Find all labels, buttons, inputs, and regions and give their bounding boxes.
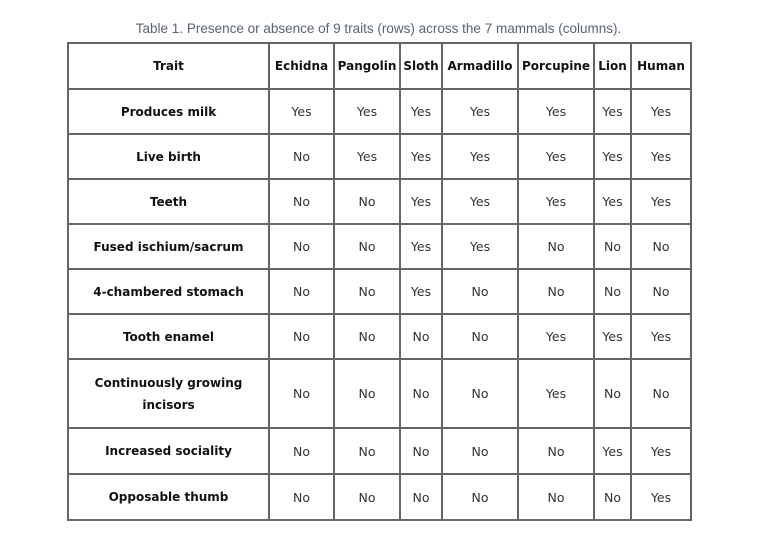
value-cell: No — [334, 179, 400, 224]
value-cell: No — [269, 359, 334, 428]
value-cell: Yes — [594, 179, 631, 224]
value-cell: Yes — [518, 89, 594, 134]
value-cell: No — [334, 474, 400, 520]
value-cell: Yes — [442, 224, 518, 269]
value-cell: No — [518, 474, 594, 520]
trait-cell: Fused ischium/sacrum — [68, 224, 269, 269]
column-header-trait: Trait — [68, 43, 269, 89]
value-cell: No — [631, 359, 691, 428]
value-cell: Yes — [631, 179, 691, 224]
value-cell: Yes — [400, 134, 442, 179]
column-header-pangolin: Pangolin — [334, 43, 400, 89]
value-cell: No — [334, 269, 400, 314]
value-cell: No — [400, 314, 442, 359]
value-cell: No — [269, 314, 334, 359]
value-cell: Yes — [518, 314, 594, 359]
table-row — [68, 359, 691, 428]
column-header-human: Human — [631, 43, 691, 89]
value-cell: No — [269, 428, 334, 474]
value-cell: Yes — [400, 89, 442, 134]
value-cell: Yes — [442, 134, 518, 179]
value-cell: Yes — [594, 428, 631, 474]
value-cell: No — [269, 224, 334, 269]
trait-cell: Produces milk — [68, 89, 269, 134]
value-cell: Yes — [334, 134, 400, 179]
trait-cell: 4-chambered stomach — [68, 269, 269, 314]
value-cell: Yes — [631, 428, 691, 474]
value-cell: Yes — [400, 179, 442, 224]
value-cell: Yes — [400, 224, 442, 269]
value-cell: No — [400, 428, 442, 474]
value-cell: No — [334, 314, 400, 359]
value-cell: No — [631, 224, 691, 269]
table-row — [68, 89, 691, 134]
column-header-lion: Lion — [594, 43, 631, 89]
value-cell: Yes — [269, 89, 334, 134]
value-cell: Yes — [594, 89, 631, 134]
value-cell: Yes — [400, 269, 442, 314]
value-cell: No — [594, 359, 631, 428]
value-cell: Yes — [518, 134, 594, 179]
trait-cell: Continuously growing incisors — [68, 359, 269, 428]
table-row — [68, 224, 691, 269]
table-row — [68, 134, 691, 179]
table-row — [68, 474, 691, 520]
value-cell: No — [269, 134, 334, 179]
value-cell: No — [334, 359, 400, 428]
value-cell: Yes — [518, 359, 594, 428]
table-caption: Table 1. Presence or absence of 9 traits (rows) across the 7 mammals (columns). — [135, 21, 622, 36]
traits-table — [67, 42, 692, 521]
header-row — [68, 43, 691, 89]
value-cell: No — [442, 428, 518, 474]
value-cell: No — [518, 428, 594, 474]
value-cell: Yes — [631, 89, 691, 134]
value-cell: No — [269, 269, 334, 314]
value-cell: No — [442, 314, 518, 359]
value-cell: No — [400, 359, 442, 428]
value-cell: Yes — [442, 89, 518, 134]
value-cell: No — [518, 224, 594, 269]
table-row — [68, 428, 691, 474]
value-cell: Yes — [594, 314, 631, 359]
value-cell: No — [269, 474, 334, 520]
value-cell: Yes — [631, 134, 691, 179]
value-cell: Yes — [594, 134, 631, 179]
column-header-sloth: Sloth — [400, 43, 442, 89]
table-row — [68, 179, 691, 224]
trait-cell: Opposable thumb — [68, 474, 269, 520]
column-header-porcupine: Porcupine — [518, 43, 594, 89]
value-cell: No — [442, 359, 518, 428]
table-row — [68, 314, 691, 359]
value-cell: No — [518, 269, 594, 314]
trait-cell: Tooth enamel — [68, 314, 269, 359]
value-cell: No — [269, 179, 334, 224]
value-cell: No — [334, 224, 400, 269]
value-cell: Yes — [631, 314, 691, 359]
value-cell: No — [631, 269, 691, 314]
value-cell: No — [334, 428, 400, 474]
trait-cell: Increased sociality — [68, 428, 269, 474]
value-cell: No — [594, 224, 631, 269]
value-cell: No — [594, 474, 631, 520]
value-cell: No — [442, 269, 518, 314]
value-cell: No — [442, 474, 518, 520]
column-header-echidna: Echidna — [269, 43, 334, 89]
value-cell: Yes — [518, 179, 594, 224]
value-cell: Yes — [442, 179, 518, 224]
value-cell: No — [400, 474, 442, 520]
value-cell: No — [594, 269, 631, 314]
value-cell: Yes — [334, 89, 400, 134]
column-header-armadillo: Armadillo — [442, 43, 518, 89]
trait-cell: Live birth — [68, 134, 269, 179]
value-cell: Yes — [631, 474, 691, 520]
table-row — [68, 269, 691, 314]
trait-cell: Teeth — [68, 179, 269, 224]
